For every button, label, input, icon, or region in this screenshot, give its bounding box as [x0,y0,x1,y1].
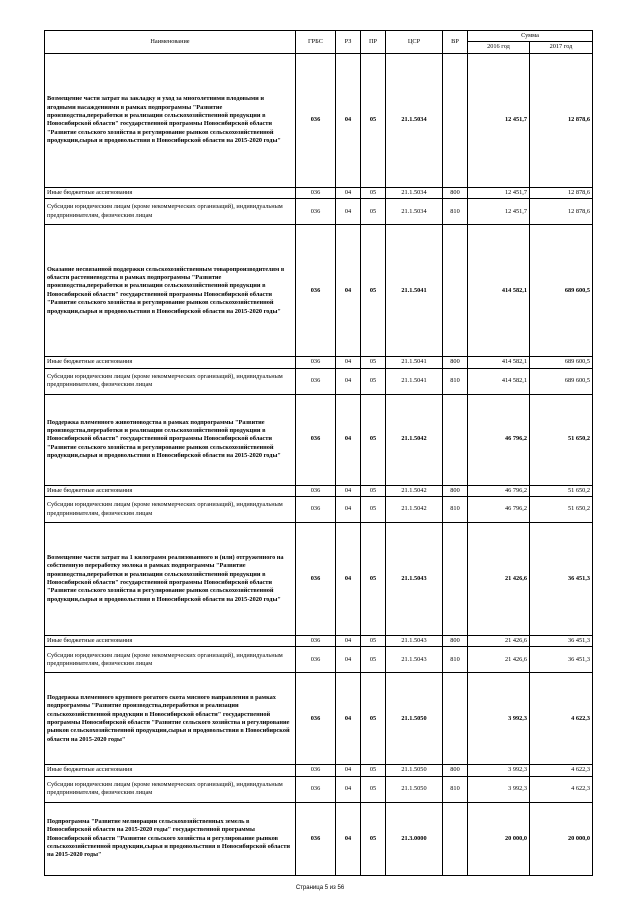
cell-name: Поддержка племенного животноводства в рамках подпрограммы "Развитие производства,переработки и реализации сельскохозяйственной продукции в Новосибирской области" государственной программы Новосибирской области "Развитие сельского хозяйства и регулирование рынков сельскохозяйственной продукции,сырья и продовольствия в Новосибирской области на 2015-2020 годы" [45,394,296,485]
cell-name: Субсидии юридическим лицам (кроме некоммерческих организаций), индивидуальным предпринимателям, физическим лицам [45,647,296,673]
cell-grbs: 036 [296,523,336,636]
cell-name: Иные бюджетные ассигнования [45,357,296,368]
cell-rz: 04 [336,765,361,776]
cell-vr: 810 [443,647,468,673]
cell-pr: 05 [361,673,386,765]
cell-grbs: 036 [296,636,336,647]
header-sum: Сумма [468,31,593,42]
cell-grbs: 036 [296,357,336,368]
cell-rz: 04 [336,647,361,673]
header-year-2016: 2016 год [468,42,530,53]
cell-2016: 21 426,6 [468,523,530,636]
header-csr: ЦСР [386,31,443,54]
table-row [45,776,593,802]
cell-pr: 05 [361,357,386,368]
cell-2016: 12 451,7 [468,187,530,198]
cell-vr: 800 [443,485,468,496]
cell-grbs: 036 [296,776,336,802]
cell-pr: 05 [361,523,386,636]
cell-2016: 414 582,1 [468,357,530,368]
cell-csr: 21.1.5041 [386,368,443,394]
cell-grbs: 036 [296,199,336,225]
cell-name: Иные бюджетные ассигнования [45,636,296,647]
cell-rz: 04 [336,523,361,636]
cell-vr: 800 [443,765,468,776]
cell-grbs: 036 [296,497,336,523]
cell-rz: 04 [336,636,361,647]
table-row [45,523,593,636]
cell-csr: 21.1.5034 [386,199,443,225]
cell-2016: 46 796,2 [468,485,530,496]
cell-pr: 05 [361,53,386,187]
cell-csr: 21.1.5050 [386,776,443,802]
cell-csr: 21.1.5042 [386,394,443,485]
cell-2017: 36 451,3 [530,523,593,636]
cell-2017: 36 451,3 [530,647,593,673]
cell-grbs: 036 [296,647,336,673]
cell-2016: 20 000,0 [468,802,530,875]
cell-rz: 04 [336,368,361,394]
cell-rz: 04 [336,673,361,765]
table-row [45,199,593,225]
table-row [45,368,593,394]
cell-name: Возмещение части затрат на 1 килограмм реализованного и (или) отгруженного на собственную переработку молока в рамках подпрограммы "Развитие производства,переработки и реализации сельскохозяйственной продукции в Новосибирской области" государственной программы Новосибирской области "Развитие сельского хозяйства и регулирование рынков сельскохозяйственной продукции,сырья и продовольствия в Новосибирской области на 2015-2020 годы" [45,523,296,636]
cell-csr: 21.1.5041 [386,225,443,357]
cell-grbs: 036 [296,187,336,198]
cell-csr: 21.3.0000 [386,802,443,875]
table-row [45,53,593,187]
cell-name: Подпрограмма "Развитие мелиорации сельскохозяйственных земель в Новосибирской области на 2015-2020 годы" государственной программы Новосибирской области "Развитие сельского хозяйства и регулирование рынков сельскохозяйственной продукции,сырья и продовольствия в Новосибирской области на 2015-2020 годы" [45,802,296,875]
cell-2016: 414 582,1 [468,225,530,357]
cell-pr: 05 [361,199,386,225]
cell-rz: 04 [336,225,361,357]
cell-rz: 04 [336,776,361,802]
cell-2017: 51 650,2 [530,497,593,523]
cell-2016: 12 451,7 [468,199,530,225]
header-pr: ПР [361,31,386,54]
cell-2017: 51 650,2 [530,394,593,485]
cell-grbs: 036 [296,485,336,496]
header-rz: РЗ [336,31,361,54]
cell-csr: 21.1.5043 [386,636,443,647]
cell-pr: 05 [361,485,386,496]
cell-csr: 21.1.5050 [386,765,443,776]
cell-pr: 05 [361,187,386,198]
cell-name: Субсидии юридическим лицам (кроме некоммерческих организаций), индивидуальным предпринимателям, физическим лицам [45,497,296,523]
cell-csr: 21.1.5050 [386,673,443,765]
cell-pr: 05 [361,647,386,673]
cell-2017: 4 622,3 [530,673,593,765]
cell-csr: 21.1.5042 [386,497,443,523]
cell-rz: 04 [336,394,361,485]
cell-2016: 21 426,6 [468,636,530,647]
cell-pr: 05 [361,802,386,875]
cell-name: Оказание несвязанной поддержки сельскохозяйственным товаропроизводителям в области растениеводства в рамках подпрограммы "Развитие производства,переработки и реализации сельскохозяйственной продукции в Новосибирской области" государственной программы Новосибирской области "Развитие сельского хозяйства и регулирование рынков сельскохозяйственной продукции,сырья и продовольствия в Новосибирской области на 2015-2020 годы" [45,225,296,357]
cell-rz: 04 [336,53,361,187]
cell-pr: 05 [361,225,386,357]
cell-vr [443,53,468,187]
cell-2016: 46 796,2 [468,394,530,485]
header-row [45,31,593,42]
cell-2017: 12 878,6 [530,53,593,187]
cell-rz: 04 [336,357,361,368]
cell-vr: 810 [443,368,468,394]
cell-pr: 05 [361,776,386,802]
cell-2017: 689 600,5 [530,225,593,357]
cell-rz: 04 [336,802,361,875]
cell-grbs: 036 [296,673,336,765]
cell-grbs: 036 [296,802,336,875]
cell-pr: 05 [361,497,386,523]
cell-2017: 689 600,5 [530,368,593,394]
cell-2017: 36 451,3 [530,636,593,647]
cell-vr: 800 [443,187,468,198]
cell-2017: 51 650,2 [530,485,593,496]
cell-vr [443,394,468,485]
cell-pr: 05 [361,765,386,776]
cell-csr: 21.1.5034 [386,187,443,198]
cell-vr: 810 [443,776,468,802]
cell-2016: 46 796,2 [468,497,530,523]
cell-name: Субсидии юридическим лицам (кроме некоммерческих организаций), индивидуальным предпринимателям, физическим лицам [45,199,296,225]
table-row [45,394,593,485]
cell-vr: 810 [443,497,468,523]
table-row [45,647,593,673]
cell-name: Иные бюджетные ассигнования [45,765,296,776]
table-row [45,497,593,523]
cell-2017: 4 622,3 [530,765,593,776]
cell-csr: 21.1.5043 [386,523,443,636]
cell-name: Субсидии юридическим лицам (кроме некоммерческих организаций), индивидуальным предпринимателям, физическим лицам [45,776,296,802]
cell-grbs: 036 [296,394,336,485]
table-row [45,485,593,496]
cell-csr: 21.1.5034 [386,53,443,187]
cell-rz: 04 [336,497,361,523]
cell-vr: 810 [443,199,468,225]
header-vr: ВР [443,31,468,54]
budget-table [44,30,593,876]
cell-grbs: 036 [296,225,336,357]
page-footer: Страница 5 из 56 [295,885,345,891]
cell-grbs: 036 [296,765,336,776]
cell-csr: 21.1.5043 [386,647,443,673]
cell-name: Поддержка племенного крупного рогатого скота мясного направления в рамках подпрограммы "Развитие производства,переработки и реализации сельскохозяйственной продукции в Новосибирской области" государственной программы Новосибирской области "Развитие сельского хозяйства и регулирование рынков сельскохозяйственной продукции,сырья и продовольствия в Новосибирской области на 2015-2020 годы" [45,673,296,765]
cell-vr: 800 [443,636,468,647]
header-grbs: ГРБС [296,31,336,54]
cell-2017: 4 622,3 [530,776,593,802]
cell-2017: 20 000,0 [530,802,593,875]
table-row [45,673,593,765]
cell-2017: 12 878,6 [530,199,593,225]
cell-2016: 21 426,6 [468,647,530,673]
table-row [45,357,593,368]
cell-grbs: 036 [296,53,336,187]
table-body [45,31,593,876]
cell-vr [443,802,468,875]
table-row [45,765,593,776]
cell-csr: 21.1.5041 [386,357,443,368]
cell-vr [443,523,468,636]
cell-rz: 04 [336,199,361,225]
cell-rz: 04 [336,187,361,198]
cell-vr: 800 [443,357,468,368]
cell-pr: 05 [361,368,386,394]
cell-name: Возмещение части затрат на закладку и уход за многолетними плодовыми и ягодными насаждениями в рамках подпрограммы "Развитие производства,переработки и реализации сельскохозяйственной продукции в Новосибирской области" государственной программы Новосибирской области "Развитие сельского хозяйства и регулирование рынков сельскохозяйственной продукции,сырья и продовольствия в Новосибирской области на 2015-2020 годы" [45,53,296,187]
cell-2016: 12 451,7 [468,53,530,187]
table-row [45,225,593,357]
cell-2016: 3 992,3 [468,673,530,765]
cell-vr [443,673,468,765]
cell-name: Иные бюджетные ассигнования [45,187,296,198]
cell-name: Субсидии юридическим лицам (кроме некоммерческих организаций), индивидуальным предпринимателям, физическим лицам [45,368,296,394]
cell-pr: 05 [361,636,386,647]
cell-pr: 05 [361,394,386,485]
cell-vr [443,225,468,357]
cell-2016: 3 992,3 [468,765,530,776]
cell-name: Иные бюджетные ассигнования [45,485,296,496]
cell-2016: 414 582,1 [468,368,530,394]
cell-2017: 689 600,5 [530,357,593,368]
cell-2016: 3 992,3 [468,776,530,802]
header-year-2017: 2017 год [530,42,593,53]
table-row [45,802,593,875]
table-row [45,187,593,198]
cell-2017: 12 878,6 [530,187,593,198]
cell-grbs: 036 [296,368,336,394]
cell-csr: 21.1.5042 [386,485,443,496]
cell-rz: 04 [336,485,361,496]
header-name: Наименование [45,31,296,54]
table-row [45,636,593,647]
